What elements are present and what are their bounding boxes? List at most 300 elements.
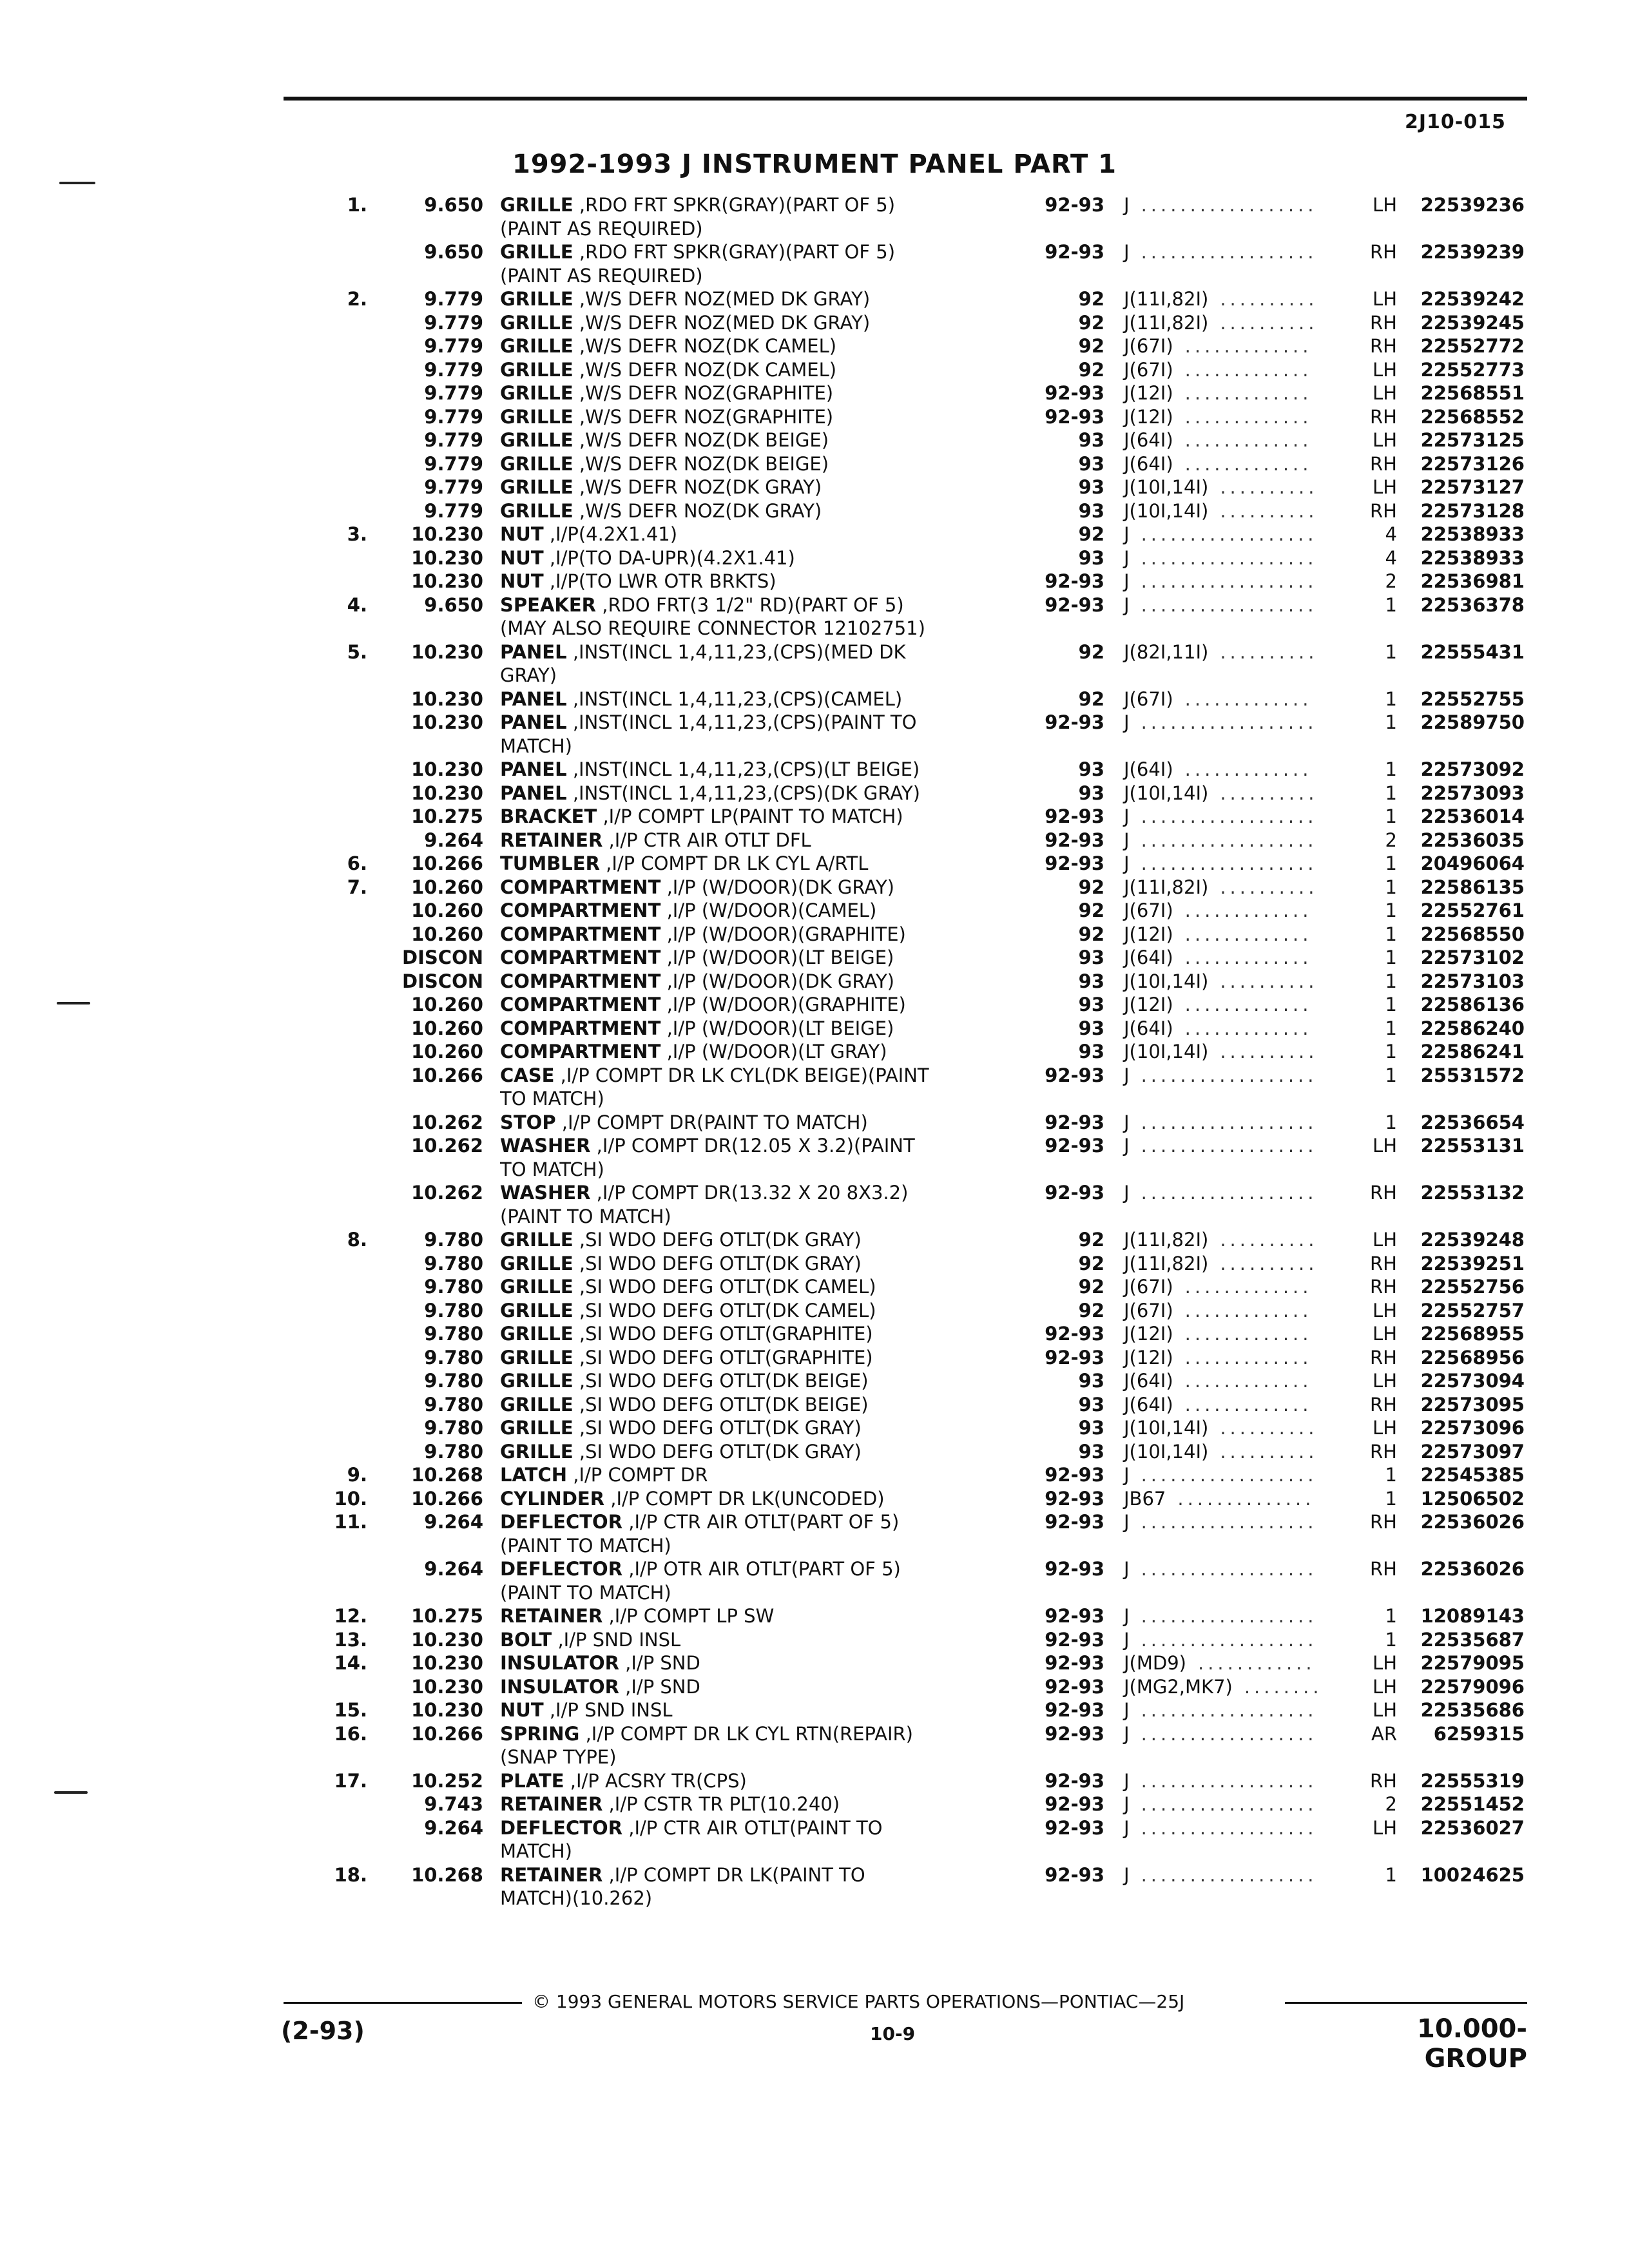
table-row [0,546,1629,570]
part-detail: MATCH)(10.262) [500,1887,653,1909]
part-description [500,381,833,405]
quantity: 1 [1385,805,1397,827]
quantity: LH [1373,1652,1397,1674]
model-code: J(10I,14I) .......... [1124,1041,1318,1062]
part-number: 22573096 [1420,1417,1525,1439]
part-detail: ,W/S DEFR NOZ(GRAPHITE) [579,405,834,428]
part-name: GRILLE [500,1346,574,1369]
part-number: 22553132 [1420,1182,1525,1204]
model-code: J(82I,11I) .......... [1124,640,1318,663]
quantity: LH [1373,382,1397,404]
leader-dots: .......... [1220,1041,1318,1062]
part-detail: ,W/S DEFR NOZ(DK GRAY) [579,476,822,498]
part-number: 22536026 [1420,1558,1525,1580]
leader-dots: ............. [1184,1276,1313,1298]
group-number: 9.650 [424,241,483,263]
footer-page-number: 10-9 [870,2023,916,2044]
table-row [0,876,1629,899]
table-row [0,593,1629,617]
group-number: 10.230 [411,640,483,663]
model-code: J(11I,82I) .......... [1124,311,1318,334]
part-detail: ,I/P COMPT DR LK CYL(DK BEIGE)(PAINT [560,1064,929,1086]
quantity: 1 [1385,593,1397,616]
part-description [500,1017,894,1040]
part-description [500,428,829,452]
table-row [0,758,1629,782]
part-number: 22573095 [1420,1393,1525,1416]
leader-dots: .................. [1141,570,1318,592]
group-number: 9.779 [424,429,483,451]
model-code: J(10I,14I) .......... [1124,1417,1318,1439]
part-number: 22552755 [1420,687,1525,710]
leader-dots: .......... [1220,1252,1318,1274]
model-code: J(10I,14I) .......... [1124,970,1318,992]
part-name: GRILLE [500,405,574,428]
part-detail: ,I/P (W/DOOR)(GRAPHITE) [666,923,906,945]
quantity: RH [1370,1769,1397,1792]
model-years: 92 [1078,687,1104,710]
table-row [0,1252,1629,1276]
quantity: LH [1373,288,1397,310]
table-row [0,1534,1629,1558]
table-row [0,240,1629,264]
model-code: J(12I) ............. [1124,405,1313,428]
model-years: 92 [1078,1229,1104,1251]
item-number: 18. [334,1863,367,1886]
part-name: GRILLE [500,1229,574,1251]
part-detail: ,SI WDO DEFG OTLT(DK CAMEL) [579,1299,876,1321]
part-number: 22553131 [1420,1135,1525,1157]
part-detail: ,I/P (W/DOOR)(DK GRAY) [666,970,894,992]
leader-dots: .................. [1141,1511,1318,1533]
footer-rule-left [284,2002,522,2004]
table-row [0,829,1629,852]
part-name: PLATE [500,1769,564,1792]
model-code: J(67I) ............. [1124,1276,1313,1298]
leader-dots: .................. [1141,1793,1318,1815]
part-name: BRACKET [500,805,597,827]
group-number: 9.779 [424,405,483,428]
part-number: 22568550 [1420,923,1525,945]
part-name: PANEL [500,758,567,780]
model-years: 92-93 [1045,570,1104,592]
part-detail: ,W/S DEFR NOZ(MED DK GRAY) [579,311,871,334]
part-number: 22573127 [1420,476,1525,498]
part-number: 22579096 [1420,1675,1525,1698]
leader-dots: .................. [1141,852,1318,874]
part-detail: (SNAP TYPE) [500,1746,617,1768]
model-years: 92-93 [1045,1064,1104,1086]
group-number: 10.266 [411,1064,483,1086]
table-row [0,782,1629,805]
model-code: JB67 .............. [1124,1487,1315,1510]
part-description [500,1698,673,1722]
part-number: 22586136 [1420,994,1525,1015]
part-detail: ,I/P (W/DOOR)(LT BEIGE) [666,947,894,968]
table-row [0,805,1629,829]
leader-dots: ............. [1184,1299,1313,1321]
model-code: J(MD9) ............ [1124,1652,1316,1674]
model-years: 92-93 [1045,805,1104,827]
quantity: LH [1373,358,1397,381]
model-code: J .................. [1124,523,1318,545]
part-detail: ,I/P SND [625,1652,700,1674]
part-number: 22535686 [1420,1699,1525,1721]
model-years: 92-93 [1045,1346,1104,1369]
model-years: 92-93 [1045,194,1104,216]
model-years: 92 [1078,523,1104,545]
model-years: 92 [1078,1252,1104,1274]
model-years: 92 [1078,923,1104,945]
leader-dots: ............. [1184,947,1313,968]
model-years: 92-93 [1045,1605,1104,1627]
leader-dots: .................. [1141,1182,1318,1204]
part-name: COMPARTMENT [500,970,661,992]
item-number: 4. [347,593,367,616]
part-description [500,1487,885,1510]
part-detail: ,I/P COMPT LP(PAINT TO MATCH) [602,805,903,827]
model-code: J(10I,14I) .......... [1124,782,1318,804]
model-code: J .................. [1124,1863,1318,1886]
leader-dots: ............. [1184,382,1313,404]
table-row [0,1722,1629,1746]
part-name: COMPARTMENT [500,899,661,921]
leader-dots: ............. [1184,758,1313,780]
group-number: 9.779 [424,476,483,498]
part-number: 22586135 [1420,876,1525,898]
part-detail: ,I/P CTR AIR OTLT DFL [608,829,811,851]
leader-dots: .................. [1141,1111,1318,1133]
group-number: 9.264 [424,1511,483,1533]
group-number: 9.780 [424,1393,483,1416]
part-number: 22536654 [1420,1111,1525,1133]
group-number: 10.275 [411,805,483,827]
model-code: J .................. [1124,1064,1318,1086]
model-years: 92 [1078,640,1104,663]
part-name: RETAINER [500,829,603,851]
group-number: 10.262 [411,1135,483,1157]
part-description [500,735,572,758]
part-description [500,1463,708,1486]
leader-dots: ............. [1184,1323,1313,1345]
quantity: 2 [1385,829,1397,851]
leader-dots: ............. [1184,1370,1313,1392]
group-number: 10.260 [411,1017,483,1039]
quantity: 1 [1385,947,1397,968]
model-code: J .................. [1124,1699,1318,1721]
part-detail: ,I/P OTR AIR OTLT(PART OF 5) [628,1558,901,1580]
model-code: J(11I,82I) .......... [1124,876,1318,898]
part-name: LATCH [500,1464,568,1486]
part-detail: ,I/P COMPT DR LK(PAINT TO [608,1863,865,1886]
part-description [500,640,906,664]
part-description [500,1252,862,1275]
part-detail: ,W/S DEFR NOZ(GRAPHITE) [579,382,834,404]
part-number: 22538933 [1420,546,1525,569]
part-detail: MATCH) [500,735,572,757]
model-years: 92 [1078,876,1104,898]
part-detail: ,I/P (W/DOOR)(DK GRAY) [666,876,894,898]
group-number: 10.230 [411,782,483,804]
part-number: 22538933 [1420,523,1525,545]
part-description [500,1416,862,1439]
table-row [0,970,1629,994]
part-number: 22568551 [1420,382,1525,404]
part-name: PANEL [500,711,567,733]
group-number: 10.260 [411,1041,483,1062]
part-description [500,923,906,946]
model-years: 92-93 [1045,1793,1104,1815]
part-detail: ,SI WDO DEFG OTLT(DK CAMEL) [579,1276,876,1298]
group-number: 9.780 [424,1229,483,1251]
part-description [500,946,894,969]
group-number: 9.780 [424,1299,483,1321]
part-detail: ,I/P COMPT DR [573,1464,708,1486]
part-description [500,1628,680,1651]
quantity: RH [1370,452,1397,475]
part-name: GRILLE [500,358,574,381]
table-row [0,334,1629,358]
part-detail: ,W/S DEFR NOZ(DK BEIGE) [579,429,829,451]
table-row [0,1840,1629,1863]
table-row [0,1698,1629,1722]
group-number: 10.266 [411,1487,483,1510]
part-detail: ,I/P SND [625,1675,700,1698]
model-code: J(10I,14I) .......... [1124,499,1318,522]
leader-dots: .......... [1220,970,1318,992]
quantity: 1 [1385,1628,1397,1651]
part-number: 22552761 [1420,899,1525,921]
part-description [500,1134,915,1157]
part-number: 22539248 [1420,1229,1525,1251]
leader-dots: .......... [1220,311,1318,334]
table-row [0,640,1629,664]
model-code: J .................. [1124,711,1318,733]
quantity: 1 [1385,1064,1397,1086]
table-row [0,1581,1629,1605]
part-number: 25531572 [1420,1064,1525,1086]
model-years: 92-93 [1045,1558,1104,1580]
part-name: GRILLE [500,1323,574,1345]
part-detail: ,I/P SND INSL [557,1628,681,1651]
table-row [0,1557,1629,1581]
group-number: 9.780 [424,1276,483,1298]
quantity: 1 [1385,640,1397,663]
model-years: 92-93 [1045,1464,1104,1486]
part-name: SPEAKER [500,593,597,616]
part-detail: ,I/P(TO LWR OTR BRKTS) [549,570,776,592]
part-name: GRILLE [500,288,574,310]
model-code: J(10I,14I) .......... [1124,1440,1318,1463]
model-years: 93 [1078,1393,1104,1416]
part-number: 22539251 [1420,1252,1525,1274]
part-name: GRILLE [500,499,574,522]
table-row [0,358,1629,382]
model-years: 92-93 [1045,1135,1104,1157]
part-number: 22551452 [1420,1793,1525,1815]
model-code: J .................. [1124,593,1318,616]
model-code: J(11I,82I) .......... [1124,1229,1318,1251]
part-detail: (PAINT TO MATCH) [500,1581,671,1604]
group-number: 9.779 [424,288,483,310]
part-detail: ,RDO FRT SPKR(GRAY)(PART OF 5) [579,194,896,216]
quantity: 4 [1385,523,1397,545]
leader-dots: ............. [1184,358,1313,381]
quantity: RH [1370,1558,1397,1580]
leader-dots: .................. [1141,1135,1318,1157]
group-number: 9.780 [424,1370,483,1392]
table-row [0,1346,1629,1370]
leader-dots: .................. [1141,711,1318,733]
part-detail: ,I/P (W/DOOR)(CAMEL) [666,899,877,921]
group-number: 9.780 [424,1252,483,1274]
model-code: J .................. [1124,194,1318,216]
part-description [500,805,903,828]
part-description [500,1863,865,1887]
model-code: J(64I) ............. [1124,758,1313,780]
item-number: 14. [334,1652,367,1674]
group-number: 10.260 [411,899,483,921]
group-number: 9.780 [424,1346,483,1369]
part-description [500,1346,873,1369]
part-number: 22536014 [1420,805,1525,827]
part-name: GRILLE [500,1370,574,1392]
part-number: 22573093 [1420,782,1525,804]
part-detail: ,W/S DEFR NOZ(DK BEIGE) [579,452,829,475]
punch-mark [59,182,95,184]
model-years: 92-93 [1045,1769,1104,1792]
part-name: GRILLE [500,429,574,451]
group-number: 10.230 [411,758,483,780]
table-row [0,1087,1629,1111]
model-years: 92-93 [1045,1323,1104,1345]
table-row [0,452,1629,476]
part-name: RETAINER [500,1605,603,1627]
model-code: J .................. [1124,570,1318,592]
leader-dots: .......... [1220,1417,1318,1439]
part-description [500,523,677,546]
leader-dots: ............ [1197,1652,1316,1674]
table-row [0,570,1629,593]
part-number: 22539239 [1420,241,1525,263]
item-number: 2. [347,288,367,310]
part-name: COMPARTMENT [500,1041,661,1062]
table-row [0,1111,1629,1135]
quantity: LH [1373,1135,1397,1157]
group-number: 10.260 [411,923,483,945]
part-name: INSULATOR [500,1675,619,1698]
part-number: 22573102 [1420,947,1525,968]
part-number: 22573094 [1420,1370,1525,1392]
part-description [500,852,868,875]
part-description [500,1816,883,1840]
table-row [0,711,1629,735]
leader-dots: ............. [1184,1017,1313,1039]
group-number: 9.264 [424,1558,483,1580]
part-name: INSULATOR [500,1652,619,1674]
part-name: PANEL [500,640,567,663]
part-number: 12506502 [1420,1487,1525,1510]
part-description [500,1604,774,1628]
model-code: J(12I) ............. [1124,994,1313,1015]
part-name: RETAINER [500,1863,603,1886]
part-detail: (PAINT TO MATCH) [500,1205,671,1227]
model-years: 93 [1078,970,1104,992]
quantity: LH [1373,1370,1397,1392]
table-row [0,664,1629,687]
table-row [0,499,1629,523]
part-number: 22536035 [1420,829,1525,851]
part-detail: ,I/P ACSRY TR(CPS) [570,1769,747,1792]
part-name: COMPARTMENT [500,923,661,945]
part-number: 22573092 [1420,758,1525,780]
item-number: 15. [334,1699,367,1721]
part-name: GRILLE [500,452,574,475]
model-code: J .................. [1124,1722,1318,1745]
part-detail: ,W/S DEFR NOZ(MED DK GRAY) [579,288,871,310]
part-description [500,405,833,428]
table-row [0,1463,1629,1487]
part-name: STOP [500,1111,556,1133]
part-name: GRILLE [500,194,574,216]
model-years: 93 [1078,476,1104,498]
model-code: J(12I) ............. [1124,1346,1313,1369]
table-row [0,1604,1629,1628]
group-number: 10.262 [411,1182,483,1204]
model-code: J(67I) ............. [1124,358,1313,381]
part-number: 22573125 [1420,429,1525,451]
quantity: 1 [1385,876,1397,898]
table-row [0,1863,1629,1887]
part-description [500,1887,652,1910]
model-years: 92 [1078,358,1104,381]
quantity: 1 [1385,687,1397,710]
model-years: 92 [1078,311,1104,334]
table-row [0,923,1629,947]
part-detail: ,I/P COMPT DR LK CYL RTN(REPAIR) [585,1722,913,1745]
part-name: DEFLECTOR [500,1558,623,1580]
quantity: 2 [1385,1793,1397,1815]
group-number: 10.266 [411,852,483,874]
part-description [500,687,902,711]
leader-dots: .......... [1220,876,1318,898]
leader-dots: .................. [1141,194,1318,216]
group-number: 10.230 [411,570,483,592]
part-number: 22535687 [1420,1628,1525,1651]
table-row [0,311,1629,335]
model-years: 92-93 [1045,1699,1104,1721]
model-years: 93 [1078,429,1104,451]
leader-dots: .................. [1141,1558,1318,1580]
leader-dots: ........ [1244,1675,1323,1698]
model-code: J .................. [1124,1111,1318,1133]
part-description [500,358,836,381]
part-name: WASHER [500,1135,591,1157]
quantity: 1 [1385,994,1397,1015]
part-description [500,1792,840,1816]
leader-dots: .................. [1141,523,1318,545]
part-description [500,334,836,358]
model-years: 92-93 [1045,1628,1104,1651]
part-detail: ,SI WDO DEFG OTLT(DK GRAY) [579,1229,862,1251]
quantity: 1 [1385,1111,1397,1133]
model-code: J(67I) ............. [1124,1299,1313,1321]
group-number: 9.779 [424,499,483,522]
leader-dots: .................. [1141,805,1318,827]
quantity: 1 [1385,1605,1397,1627]
part-detail: MATCH) [500,1840,572,1862]
part-description [500,546,795,570]
